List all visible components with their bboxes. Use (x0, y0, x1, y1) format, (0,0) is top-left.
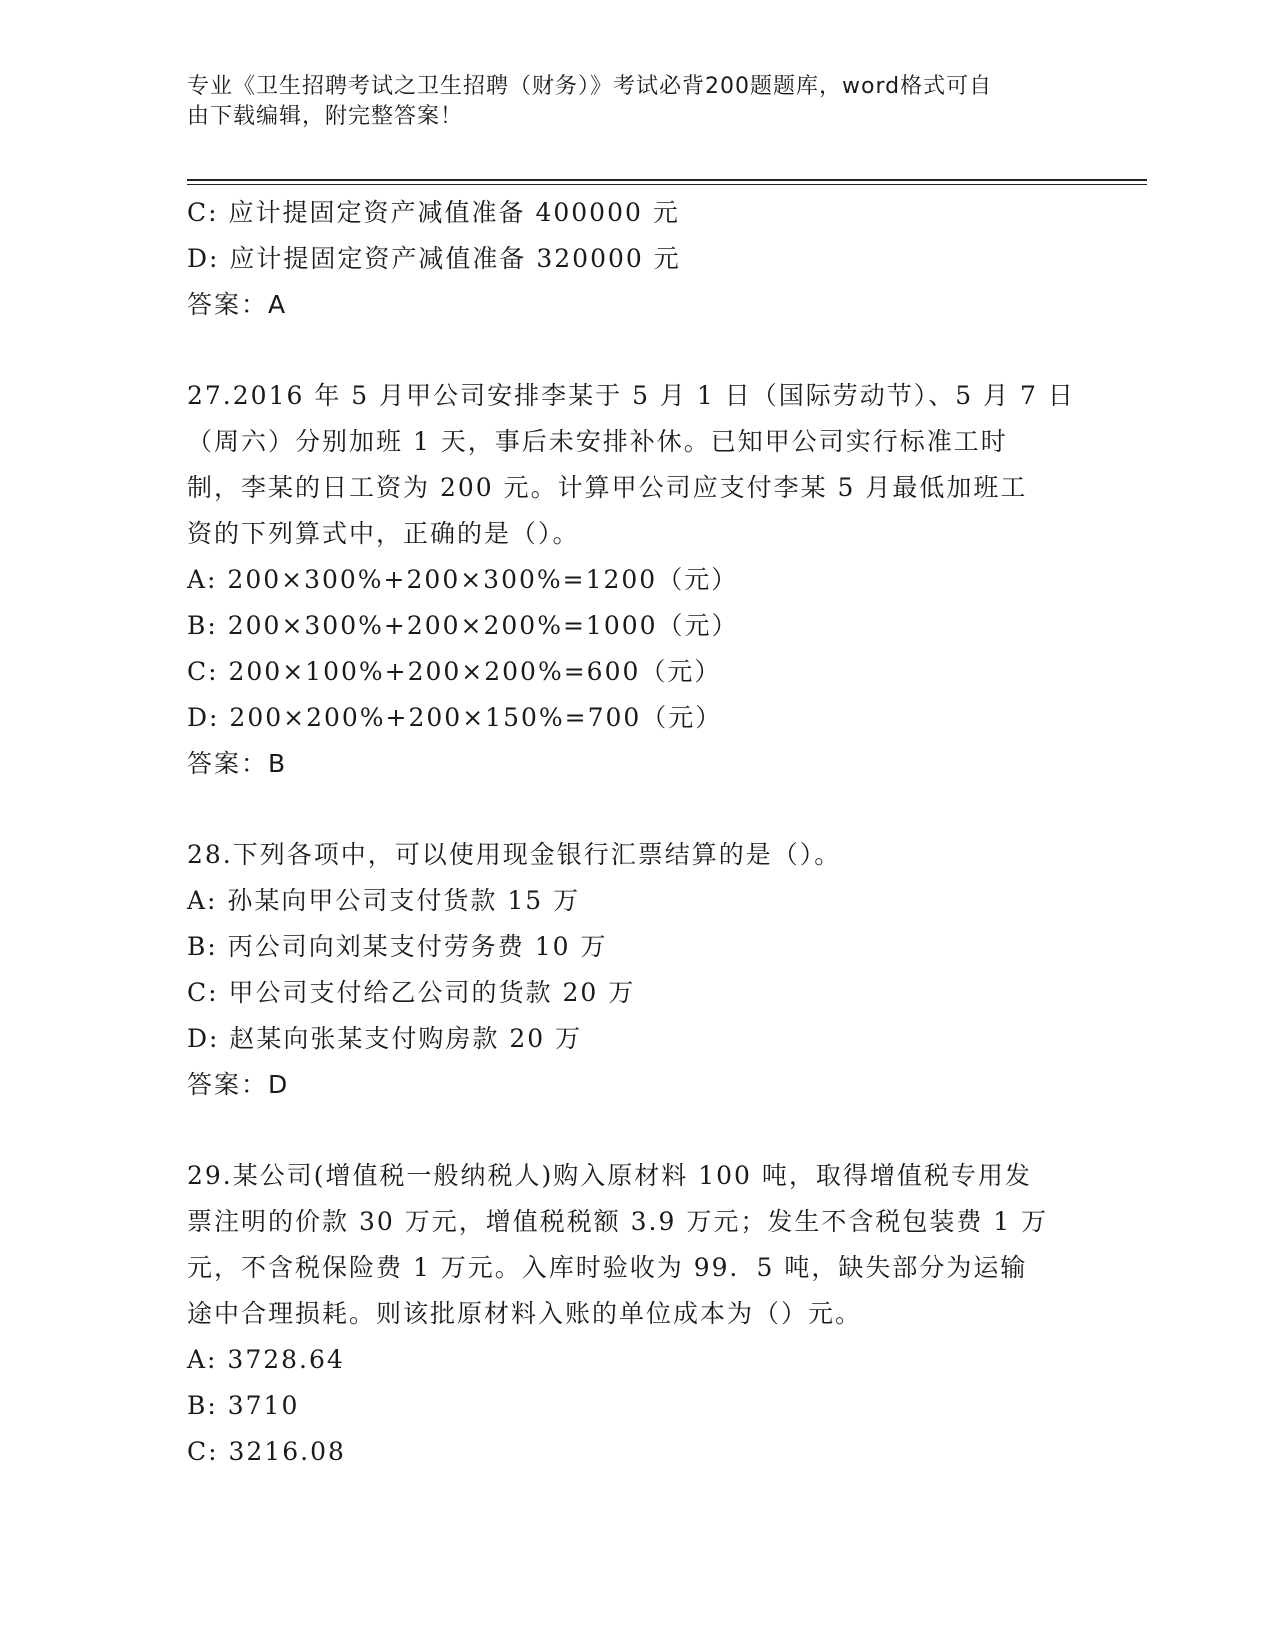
question-29 (187, 1153, 1087, 1475)
answer-label: 答案：B (187, 749, 288, 778)
document-body (187, 190, 1087, 1475)
question-stem-line: 元，不含税保险费 1 万元。入库时验收为 99．5 吨，缺失部分为运输 (187, 1253, 1028, 1282)
header-rule-thin (187, 184, 1147, 185)
question-stem-line: 制，李某的日工资为 200 元。计算甲公司应支付李某 5 月最低加班工 (187, 473, 1028, 502)
option-b: B: 丙公司向刘某支付劳务费 10 万 (187, 932, 608, 961)
option-a: A: 孙某向甲公司支付货款 15 万 (187, 886, 581, 915)
question-28 (187, 832, 1087, 1108)
option-b: B: 3710 (187, 1391, 300, 1420)
option-b: B: 200×300%+200×200%=1000（元） (187, 611, 739, 640)
option-a: A: 3728.64 (187, 1345, 345, 1374)
question-stem-line: 资的下列算式中，正确的是（）。 (187, 519, 580, 548)
option-d: D: 200×200%+200×150%=700（元） (187, 703, 723, 732)
answer-label: 答案：A (187, 290, 288, 319)
question-stem-line: 27.2016 年 5 月甲公司安排李某于 5 月 1 日（国际劳动节）、5 月 7 日 (187, 381, 1075, 410)
header-rule-thick (187, 179, 1147, 181)
question-stem-line: （周六）分别加班 1 天，事后未安排补休。已知甲公司实行标准工时 (187, 427, 1008, 456)
question-stem-line: 途中合理损耗。则该批原材料入账的单位成本为（）元。 (187, 1299, 863, 1328)
option-c: C: 应计提固定资产减值准备 400000 元 (187, 198, 680, 227)
question-27 (187, 373, 1087, 787)
question-26-tail (187, 190, 1087, 328)
option-c: C: 甲公司支付给乙公司的货款 20 万 (187, 978, 636, 1007)
question-stem-line: 票注明的价款 30 万元，增值税税额 3.9 万元；发生不含税包装费 1 万 (187, 1207, 1049, 1236)
header-title-line-2: 由下载编辑，附完整答案！ (187, 104, 464, 129)
option-a: A: 200×300%+200×300%=1200（元） (187, 565, 739, 594)
option-c: C: 200×100%+200×200%=600（元） (187, 657, 722, 686)
question-stem-line: 28.下列各项中，可以使用现金银行汇票结算的是（）。 (187, 840, 842, 869)
header-title-line-1: 专业《卫生招聘考试之卫生招聘（财务）》考试必背200题题库，word格式可自 (187, 74, 993, 99)
option-d: D: 赵某向张某支付购房款 20 万 (187, 1024, 583, 1053)
question-stem-line: 29.某公司(增值税一般纳税人)购入原材料 100 吨，取得增值税专用发 (187, 1161, 1032, 1190)
answer-label: 答案：D (187, 1070, 290, 1099)
option-d: D: 应计提固定资产减值准备 320000 元 (187, 244, 681, 273)
option-c: C: 3216.08 (187, 1437, 346, 1466)
document-header (187, 72, 1087, 132)
